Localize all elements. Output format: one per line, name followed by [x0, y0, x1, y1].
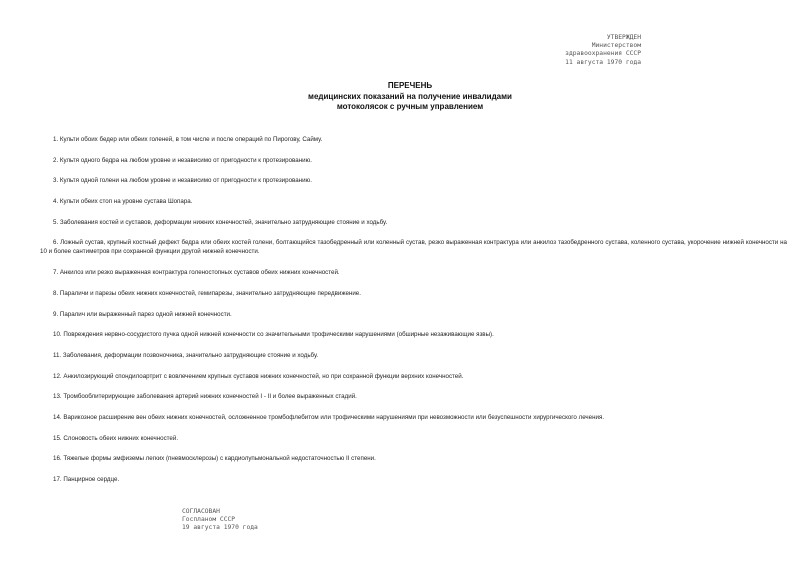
agreement-line: Госпланом СССР: [182, 516, 236, 524]
list-item: 3. Культя одной голени на любом уровне и независимо от пригодности к протезированию.: [53, 177, 312, 185]
list-item: 12. Анкилозирующий спондилоартрит с вовлечением крупных суставов нижних конечностей, но при сохранной функции верхних конечностей.: [53, 372, 464, 380]
approval-line: 11 августа 1970 года: [565, 58, 641, 66]
agreement-line: 19 августа 1970 года: [182, 524, 258, 532]
list-item: 10. Повреждения нервно-сосудистого пучка одной нижней конечности со значительными трофическими нарушениями (обширные незаживающие язвы).: [53, 331, 494, 339]
document-title: [180, 81, 640, 113]
list-item: 4. Культи обеих стоп на уровне сустава Шопара.: [53, 198, 193, 206]
indications-list: [40, 135, 787, 484]
title-line-2: медицинских показаний на получение инвалидами: [308, 91, 512, 101]
list-item: 15. Слоновость обеих нижних конечностей.: [53, 434, 179, 442]
approval-line: Министерством: [591, 42, 641, 50]
list-item: 1. Культи обоих бедер или обеих голеней, в том числе и после операций по Пирогову, Сайму.: [53, 136, 323, 143]
list-item: 6. Ложный сустав, крупный костный дефект бедра или обеих костей голени, болтающийся тазобедренный или коленный сустав, резко выраженная контрактура или анкилоз тазобедренного сустава, коленного сустава, укорочение нижней конечности на 10 и более сантиметров при сохранной функции другой нижней конечности.: [40, 239, 787, 256]
title-line-3: мотоколясок с ручным управлением: [336, 102, 484, 111]
approval-line: УТВЕРЖДЕН: [606, 34, 641, 41]
list-item: 11. Заболевания, деформации позвоночника, значительно затрудняющие стояние и ходьбу.: [53, 351, 319, 359]
agreement-line: СОГЛАСОВАН: [182, 508, 220, 515]
list-item: 13. Тромбооблитерирующие заболевания артерий нижних конечностей I - II и более выраженных стадий.: [53, 393, 357, 401]
approval-line: здравоохранения СССР: [565, 50, 641, 58]
list-item: 7. Анкилоз или резко выраженная контрактура голеностопных суставов обеих нижних конечностей.: [53, 269, 340, 277]
list-item: 17. Панцирное сердце.: [53, 476, 120, 483]
approval-stamp: [541, 34, 641, 67]
list-item: 5. Заболевания костей и суставов, деформации нижних конечностей, значительно затрудняющие стояние и ходьбу.: [53, 218, 388, 226]
list-item: 16. Тяжелые формы эмфиземы легких (пневмосклерозы) с кардиолупьмональной недостаточностью II степени.: [53, 455, 376, 463]
list-item: 2. Культя одного бедра на любом уровне и независимо от пригодности к протезированию.: [53, 156, 312, 164]
agreement-stamp: [182, 508, 292, 533]
list-item: 8. Параличи и парезы обеих нижних конечностей, гемипарезы, значительно затрудняющие передвижение.: [53, 289, 361, 297]
list-item: 14. Варикозное расширение вен обеих нижних конечностей, осложненное тромбофлебитом или трофическими нарушениями при невозможности или безуспешности хирургического лечения.: [53, 413, 605, 421]
title-line-1: ПЕРЕЧЕНЬ: [387, 81, 433, 90]
list-item: 9. Паралич или выраженный парез одной нижней конечности.: [53, 310, 232, 318]
